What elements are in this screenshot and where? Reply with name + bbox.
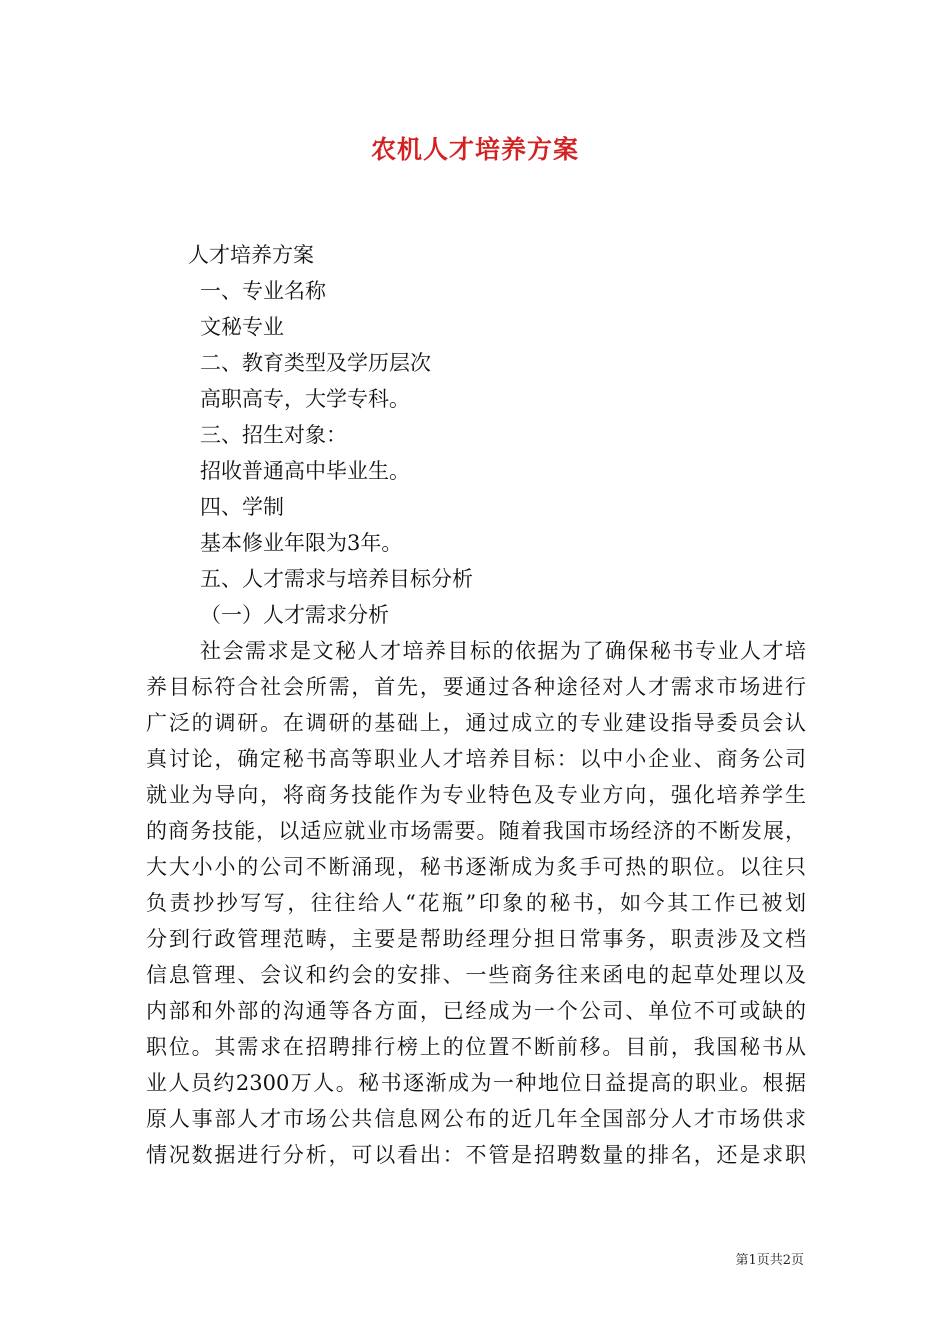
paragraph-line-0: 社会需求是文秘人才培养目标的依据为了确保秘书专业人才培 [200, 639, 806, 663]
paragraph-line-12: 业人员约2300万人。秘书逐渐成为一种地位日益提高的职业。根据 [146, 1071, 806, 1095]
heading-line-8: 基本修业年限为3年。 [200, 531, 403, 555]
paragraph-line-6: 大大小小的公司不断涌现，秘书逐渐成为炙手可热的职位。以往只 [146, 855, 806, 879]
heading-line-4: 高职高专，大学专科。 [200, 387, 410, 411]
heading-line-2: 文秘专业 [200, 315, 284, 339]
document-title: 农机人才培养方案 [370, 135, 579, 164]
paragraph-line-2: 广泛的调研。在调研的基础上，通过成立的专业建设指导委员会认 [146, 711, 806, 735]
paragraph-line-10: 内部和外部的沟通等各方面，已经成为一个公司、单位不可或缺的 [146, 999, 806, 1023]
paragraph-line-7: 负责抄抄写写，往往给人“花瓶”印象的秘书，如今其工作已被划 [146, 891, 806, 915]
heading-line-9: 五、人才需求与培养目标分析 [200, 567, 473, 591]
paragraph-line-3: 真讨论，确定秘书高等职业人才培养目标：以中小企业、商务公司 [146, 747, 806, 771]
paragraph-line-5: 的商务技能，以适应就业市场需要。随着我国市场经济的不断发展， [146, 819, 806, 843]
heading-line-6: 招收普通高中毕业生。 [200, 459, 410, 483]
heading-line-1: 一、专业名称 [200, 279, 326, 303]
heading-line-5: 三、招生对象： [200, 423, 347, 447]
heading-line-10: （一）人才需求分析 [200, 603, 389, 627]
paragraph-line-11: 职位。其需求在招聘排行榜上的位置不断前移。目前，我国秘书从 [146, 1035, 806, 1059]
heading-line-7: 四、学制 [200, 495, 284, 519]
heading-line-3: 二、教育类型及学历层次 [200, 351, 431, 375]
paragraph-line-4: 就业为导向，将商务技能作为专业特色及专业方向，强化培养学生 [146, 783, 806, 807]
paragraph-line-13: 原人事部人才市场公共信息网公布的近几年全国部分人才市场供求 [146, 1107, 806, 1131]
paragraph-line-1: 养目标符合社会所需，首先，要通过各种途径对人才需求市场进行 [146, 675, 806, 699]
page-number: 第1页共2页 [735, 1253, 804, 1268]
heading-line-0: 人才培养方案 [188, 243, 314, 267]
paragraph-line-8: 分到行政管理范畴，主要是帮助经理分担日常事务，职责涉及文档 [146, 927, 806, 951]
paragraph-line-9: 信息管理、会议和约会的安排、一些商务往来函电的起草处理以及 [146, 963, 806, 987]
paragraph-line-14: 情况数据进行分析，可以看出：不管是招聘数量的排名，还是求职 [146, 1143, 806, 1167]
